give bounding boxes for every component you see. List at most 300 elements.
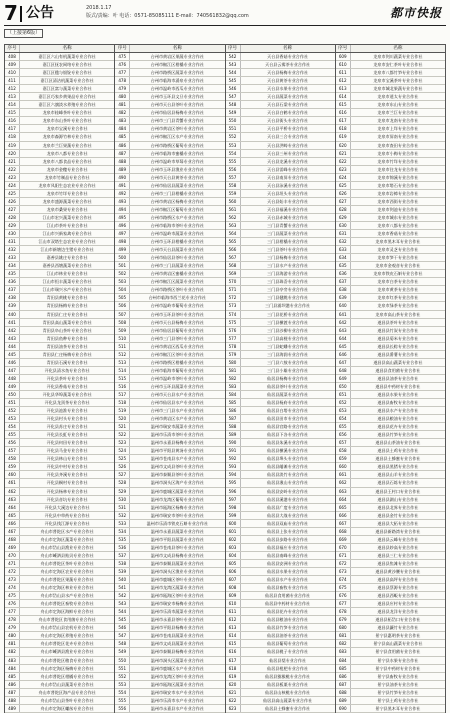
row-number: 527 xyxy=(115,471,130,478)
table-row xyxy=(5,697,114,705)
row-number: 553 xyxy=(226,142,241,149)
row-number: 544 xyxy=(226,69,241,76)
row-number: 670 xyxy=(336,544,351,551)
header-name: 名称 xyxy=(62,46,72,51)
table-row xyxy=(336,367,445,375)
table-row xyxy=(336,439,445,447)
cooperative-name: 台州市玉环县柑橘专业合作社 xyxy=(150,239,204,245)
row-number: 429 xyxy=(5,222,20,229)
cooperative-name: 台州市玉环县文旦专业合作社 xyxy=(150,94,204,100)
row-number: 550 xyxy=(115,657,130,664)
row-number: 650 xyxy=(336,383,351,390)
row-number: 641 xyxy=(336,311,351,318)
row-number: 598 xyxy=(226,504,241,511)
cooperative-name: 台州市椒江区茶叶专业合作社 xyxy=(150,351,204,357)
row-number: 689 xyxy=(336,697,351,704)
cooperative-name: 龙泉市兰巨果蔬专业合作社 xyxy=(42,142,92,148)
table-row xyxy=(336,311,445,319)
cooperative-name: 开化县齐溪专业合作社 xyxy=(46,472,88,478)
table-row xyxy=(5,238,114,246)
cooperative-name: 舟山市普陀区食用菌专业合作社 xyxy=(38,617,96,623)
cooperative-name: 遂昌县石练专业合作社 xyxy=(377,480,419,486)
cooperative-name: 龙泉市龙南专业合作社 xyxy=(377,118,419,124)
row-number: 478 xyxy=(115,77,130,84)
cooperative-name: 台州市仙居县茶叶专业合作社 xyxy=(150,255,204,261)
table-row xyxy=(5,375,114,383)
row-number: 687 xyxy=(336,681,351,688)
table-row xyxy=(226,286,335,294)
table-row xyxy=(115,206,224,214)
table-row xyxy=(336,327,445,335)
row-number: 448 xyxy=(5,375,20,382)
table-row xyxy=(336,158,445,166)
row-number: 617 xyxy=(336,117,351,124)
row-number: 488 xyxy=(5,697,20,704)
table-row xyxy=(336,471,445,479)
cooperative-name: 景宁县土鸡专业合作社 xyxy=(377,697,419,703)
cooperative-name: 龙泉市黑木耳专业合作社 xyxy=(375,239,421,245)
cooperative-name: 温州市龙湾区葡萄专业合作社 xyxy=(150,496,204,502)
table-row xyxy=(226,648,335,656)
row-number: 548 xyxy=(226,101,241,108)
row-number: 531 xyxy=(115,504,130,511)
table-row xyxy=(336,109,445,117)
cooperative-name: 温州市文成县蔬菜专业合作社 xyxy=(150,641,204,647)
row-number: 547 xyxy=(115,632,130,639)
cooperative-name: 天台县南屏专业合作社 xyxy=(267,174,309,180)
row-number: 549 xyxy=(226,109,241,116)
table-row xyxy=(5,648,114,656)
row-number: 507 xyxy=(115,311,130,318)
table-row xyxy=(336,624,445,632)
table-row xyxy=(115,423,224,431)
cooperative-name: 遂昌县畜牧专业合作社 xyxy=(377,400,419,406)
row-number: 455 xyxy=(5,431,20,438)
row-number: 652 xyxy=(336,399,351,406)
table-row xyxy=(115,479,224,487)
row-number: 414 xyxy=(5,101,20,108)
table-row xyxy=(5,447,114,455)
table-row xyxy=(115,117,224,125)
table-row xyxy=(226,479,335,487)
header-divider xyxy=(20,6,22,22)
row-number: 487 xyxy=(5,689,20,696)
table-row xyxy=(226,206,335,214)
table-row xyxy=(336,584,445,592)
cooperative-name: 仙居县田市专业合作社 xyxy=(267,416,309,422)
cooperative-name: 仙居县步路专业合作社 xyxy=(267,536,309,542)
cooperative-name: 温州市乐清市水产专业合作社 xyxy=(150,697,204,703)
row-number: 675 xyxy=(336,584,351,591)
cooperative-name: 开化县香菇专业合作社 xyxy=(46,383,88,389)
cooperative-name: 嘉江区清洁机蔬菜专业合作社 xyxy=(40,78,94,84)
cooperative-name: 龙泉市盛源蔬菜专业合作社 xyxy=(42,198,92,204)
cooperative-name: 龙泉市道太专业合作社 xyxy=(377,94,419,100)
cooperative-name: 遂昌县云峰专业合作社 xyxy=(377,536,419,542)
table-row xyxy=(5,335,114,343)
row-number: 508 xyxy=(115,319,130,326)
row-number: 463 xyxy=(5,496,20,503)
table-header-row xyxy=(5,44,114,53)
cooperative-name: 遂昌县焦滩专业合作社 xyxy=(377,560,419,566)
cooperative-name: 天台县石梁专业合作社 xyxy=(267,102,309,108)
table-row xyxy=(115,61,224,69)
cooperative-name: 天台县白鹤专业合作社 xyxy=(267,110,309,116)
cooperative-name: 江山市兴新家禽专业合作社 xyxy=(42,231,92,237)
row-number: 509 xyxy=(115,327,130,334)
cooperative-name: 台州市天台县杨梅专业合作社 xyxy=(150,319,204,325)
cooperative-name: 嘉江区抚农网络专业合作社 xyxy=(42,62,92,68)
cooperative-name: 嘉江区六山有机蔬菜专业合作社 xyxy=(38,54,96,59)
table-row xyxy=(5,327,114,335)
table-row xyxy=(115,77,224,85)
table-row xyxy=(336,576,445,584)
row-number: 560 xyxy=(226,198,241,205)
row-number: 445 xyxy=(5,351,20,358)
table-column xyxy=(114,44,224,713)
row-number: 551 xyxy=(115,665,130,672)
table-row xyxy=(115,238,224,246)
table-row xyxy=(336,665,445,673)
cooperative-name: 江山市茶叶专业合作社 xyxy=(46,222,88,228)
row-number: 686 xyxy=(336,673,351,680)
row-number: 484 xyxy=(115,125,130,132)
row-number: 481 xyxy=(5,640,20,647)
cooperative-name: 开化县中村专业合作社 xyxy=(46,464,88,470)
table-row xyxy=(5,311,114,319)
cooperative-name: 龙泉市上垟专业合作社 xyxy=(377,126,419,132)
table-row xyxy=(226,311,335,319)
table-row xyxy=(226,319,335,327)
cooperative-name: 天台县赤城专业合作社 xyxy=(267,214,309,220)
cooperative-name: 温州市乐清市蔬菜专业合作社 xyxy=(150,609,204,615)
table-row xyxy=(226,512,335,520)
row-number: 629 xyxy=(336,214,351,221)
row-number: 657 xyxy=(336,439,351,446)
table-row xyxy=(115,415,224,423)
cooperative-name: 江山市瑞兴水产专业合作社 xyxy=(42,287,92,293)
table-row xyxy=(115,246,224,254)
cooperative-name: 温州市泰顺县蔬菜专业合作社 xyxy=(150,560,204,566)
row-number: 654 xyxy=(336,415,351,422)
row-number: 613 xyxy=(226,624,241,631)
table-row xyxy=(5,117,114,125)
row-number: 609 xyxy=(336,53,351,60)
cooperative-name: 龙泉市锦溪专业合作社 xyxy=(377,174,419,180)
table-row xyxy=(226,592,335,600)
cooperative-name: 温州市鹿城区茶叶专业合作社 xyxy=(150,577,204,583)
row-number: 469 xyxy=(5,544,20,551)
cooperative-name: 台州市椒江区葡萄专业合作社 xyxy=(150,206,204,212)
table-row xyxy=(336,608,445,616)
row-number: 583 xyxy=(226,383,241,390)
cooperative-name: 三门县花桥专业合作社 xyxy=(267,311,309,317)
cooperative-name: 台州市临海市葡萄专业合作社 xyxy=(150,367,204,373)
table-row xyxy=(336,278,445,286)
table-row xyxy=(115,367,224,375)
row-number: 595 xyxy=(226,479,241,486)
table-column xyxy=(335,44,446,713)
table-row xyxy=(115,447,224,455)
row-number: 679 xyxy=(336,616,351,623)
table-row xyxy=(115,343,224,351)
row-number: 489 xyxy=(5,705,20,712)
row-number: 518 xyxy=(115,399,130,406)
row-number: 618 xyxy=(226,665,241,672)
table-row xyxy=(336,335,445,343)
row-number: 627 xyxy=(336,198,351,205)
cooperative-name: 遂昌县番薯专业合作社 xyxy=(377,351,419,357)
row-number: 453 xyxy=(5,415,20,422)
row-number: 438 xyxy=(5,294,20,301)
table-row xyxy=(5,479,114,487)
table-row xyxy=(336,375,445,383)
table-row xyxy=(5,407,114,415)
table-row xyxy=(226,351,335,359)
cooperative-name: 舟山市定海区养殖专业合作社 xyxy=(40,633,94,639)
table-row xyxy=(226,576,335,584)
table-row xyxy=(336,705,445,713)
table-row xyxy=(336,632,445,640)
cooperative-name: 龙泉市森源竹林专业合作社 xyxy=(42,134,92,140)
cooperative-name: 温州市平阳县黄汤专业合作社 xyxy=(150,448,204,454)
header-name: 名称 xyxy=(283,46,293,51)
table-row xyxy=(5,383,114,391)
row-number: 479 xyxy=(115,85,130,92)
row-number: 420 xyxy=(5,150,20,157)
table-row xyxy=(226,214,335,222)
table-row xyxy=(115,286,224,294)
cooperative-name: 遂昌县北界专业合作社 xyxy=(377,504,419,510)
row-number: 631 xyxy=(336,230,351,237)
cooperative-name: 遂昌县长粽专业合作社 xyxy=(377,343,419,349)
row-number: 498 xyxy=(115,238,130,245)
table-row xyxy=(226,327,335,335)
table-row xyxy=(115,697,224,705)
cooperative-name: 嘉善县西塘蔬菜专业合作社 xyxy=(42,263,92,269)
cooperative-name: 三门县海润专业合作社 xyxy=(267,351,309,357)
table-row xyxy=(226,681,335,689)
row-number: 666 xyxy=(336,512,351,519)
cooperative-name: 温州市龙湾区蔬菜专业合作社 xyxy=(150,585,204,591)
cooperative-name: 龙泉市查田专业合作社 xyxy=(377,142,419,148)
table-row xyxy=(115,351,224,359)
table-row xyxy=(115,109,224,117)
table-row xyxy=(336,133,445,141)
cooperative-name: 嘉善县姚庄专业合作社 xyxy=(46,255,88,261)
table-row xyxy=(226,166,335,174)
table-row xyxy=(226,423,335,431)
table-row xyxy=(115,463,224,471)
cooperative-name: 遂昌县黑猪专业合作社 xyxy=(377,464,419,470)
row-number: 439 xyxy=(5,302,20,309)
row-number: 474 xyxy=(5,584,20,591)
table-row xyxy=(5,544,114,552)
row-number: 626 xyxy=(336,190,351,197)
table-row xyxy=(336,351,445,359)
row-number: 569 xyxy=(226,270,241,277)
cooperative-name: 青田县黄桃专业合作社 xyxy=(46,295,88,301)
table-row xyxy=(336,528,445,536)
cooperative-name: 遂昌县花卉专业合作社 xyxy=(377,424,419,430)
row-number: 625 xyxy=(336,182,351,189)
cooperative-name: 温州市瓯海区茶叶专业合作社 xyxy=(150,593,204,599)
table-row xyxy=(226,496,335,504)
table-row xyxy=(336,214,445,222)
cooperative-name: 仙居县福应专业合作社 xyxy=(267,544,309,550)
table-row xyxy=(115,624,224,632)
cooperative-name: 三门县浦坝港专业合作社 xyxy=(265,303,311,309)
cooperative-name: 龙泉市屏南专业合作社 xyxy=(377,134,419,140)
table-row xyxy=(336,61,445,69)
row-number: 535 xyxy=(115,536,130,543)
cooperative-name: 天台县云雾茶专业合作社 xyxy=(265,62,311,68)
row-number: 485 xyxy=(5,673,20,680)
table-row xyxy=(5,488,114,496)
cooperative-name: 三门县水产专业合作社 xyxy=(267,263,309,269)
table-row xyxy=(336,198,445,206)
cooperative-name: 龙泉市宝溪茶叶专业合作社 xyxy=(373,78,423,84)
table-row xyxy=(5,576,114,584)
table-row xyxy=(5,174,114,182)
row-number: 442 xyxy=(5,327,20,334)
row-number: 556 xyxy=(115,705,130,712)
row-number: 578 xyxy=(226,343,241,350)
table-row xyxy=(226,77,335,85)
cooperative-name: 仙居县畜牧专业合作社 xyxy=(267,585,309,591)
table-row xyxy=(5,206,114,214)
cooperative-name: 三门县亭旁专业合作社 xyxy=(267,287,309,293)
table-row xyxy=(336,69,445,77)
row-number: 576 xyxy=(226,327,241,334)
table-row xyxy=(115,359,224,367)
table-row xyxy=(226,69,335,77)
row-number: 640 xyxy=(336,302,351,309)
cooperative-name: 青田县油茶专业合作社 xyxy=(46,343,88,349)
table-row xyxy=(336,222,445,230)
table-row xyxy=(5,222,114,230)
table-row xyxy=(226,158,335,166)
row-number: 620 xyxy=(226,681,241,688)
table-row xyxy=(115,512,224,520)
table-row xyxy=(226,689,335,697)
cooperative-name: 天台县平桥专业合作社 xyxy=(267,126,309,132)
row-number: 548 xyxy=(115,640,130,647)
cooperative-name: 仙居县安岭专业合作社 xyxy=(267,488,309,494)
table-row xyxy=(5,496,114,504)
table-row xyxy=(336,391,445,399)
table-row xyxy=(336,447,445,455)
cooperative-name: 台州市黄岩区水产专业合作社 xyxy=(150,416,204,422)
cooperative-name: 台州市路桥区蔬菜专业合作社 xyxy=(150,70,204,76)
row-number: 567 xyxy=(226,254,241,261)
issue-date: 2018.1.17 xyxy=(86,5,112,11)
table-row xyxy=(226,238,335,246)
table-row xyxy=(336,648,445,656)
table-row xyxy=(336,689,445,697)
table-row xyxy=(115,158,224,166)
row-number: 421 xyxy=(5,158,20,165)
cooperative-name: 温州市瓯海区蔬菜专业合作社 xyxy=(150,681,204,687)
cooperative-name: 仙居县食用菌专业合作社 xyxy=(265,593,311,599)
table-row xyxy=(5,262,114,270)
cooperative-name: 台州市椒江区柑橘专业合作社 xyxy=(150,62,204,68)
table-row xyxy=(5,230,114,238)
table-row xyxy=(336,142,445,150)
table-row xyxy=(115,471,224,479)
table-row xyxy=(5,351,114,359)
cooperative-name: 景宁县中药材专业合作社 xyxy=(375,665,421,671)
row-number: 622 xyxy=(226,697,241,704)
row-number: 616 xyxy=(226,648,241,655)
cooperative-name: 舟山市岱山县蔬菜专业合作社 xyxy=(40,681,94,687)
row-number: 503 xyxy=(115,278,130,285)
cooperative-name: 龙泉市西街专业合作社 xyxy=(377,198,419,204)
cooperative-name: 舟山市定海区农业专业合作社 xyxy=(40,569,94,574)
row-number: 682 xyxy=(336,640,351,647)
row-number: 600 xyxy=(226,520,241,527)
table-row xyxy=(115,230,224,238)
cooperative-name: 开化县杨林专业合作社 xyxy=(46,488,88,494)
cooperative-name: 舟山市普陀区花卉专业合作社 xyxy=(40,641,94,647)
cooperative-name: 天台县洪畴专业合作社 xyxy=(267,142,309,148)
row-number: 572 xyxy=(226,294,241,301)
cooperative-name: 台州市天台县水产专业合作社 xyxy=(150,391,204,397)
row-number: 556 xyxy=(226,166,241,173)
table-row xyxy=(336,343,445,351)
cooperative-name: 温州市泰顺县杨梅专业合作社 xyxy=(150,649,204,655)
table-row xyxy=(5,681,114,689)
cooperative-name: 仙居县梨专业合作社 xyxy=(269,657,307,663)
cooperative-name: 台州市天台县蔬菜专业合作社 xyxy=(150,247,204,253)
cooperative-name: 温州市平阳县蔬菜专业合作社 xyxy=(150,536,204,542)
cooperative-name: 天台县坦头专业合作社 xyxy=(267,190,309,196)
cooperative-name: 仙居县板栗专业合作社 xyxy=(267,681,309,687)
table-row xyxy=(115,53,224,61)
table-row xyxy=(5,399,114,407)
table-row xyxy=(5,415,114,423)
row-number: 526 xyxy=(115,463,130,470)
row-number: 468 xyxy=(5,536,20,543)
cooperative-name: 遂昌县应村专业合作社 xyxy=(377,601,419,607)
cooperative-name: 仙居县杨梅专业合作社 xyxy=(267,375,309,381)
cooperative-name: 台州市玉环县蔬菜专业合作社 xyxy=(150,383,204,389)
table-row xyxy=(5,592,114,600)
cooperative-name: 温州市永嘉县水产专业合作社 xyxy=(150,705,204,711)
table-row xyxy=(5,278,114,286)
table-row xyxy=(115,552,224,560)
cooperative-name: 仙居县水果专业合作社 xyxy=(267,569,309,574)
table-row xyxy=(336,254,445,262)
row-number: 500 xyxy=(115,254,130,261)
table-row xyxy=(226,568,335,576)
cooperative-name: 遂昌县高山蔬菜专业合作社 xyxy=(373,359,423,365)
table-row xyxy=(226,520,335,528)
cooperative-name: 台州市临海市涌泉专业合作社 xyxy=(150,78,204,84)
row-number: 461 xyxy=(5,479,20,486)
cooperative-name: 台州市三门县茶叶专业合作社 xyxy=(150,335,204,341)
table-row xyxy=(226,150,335,158)
cooperative-name: 仙居县茶叶专业合作社 xyxy=(267,383,309,389)
cooperative-name: 开化县马金专业合作社 xyxy=(46,448,88,454)
cooperative-name: 台州市温岭市草莓专业合作社 xyxy=(150,158,204,164)
table-row xyxy=(115,69,224,77)
table-row xyxy=(5,109,114,117)
cooperative-name: 龙泉市兰巨专业合作社 xyxy=(377,110,419,116)
row-number: 646 xyxy=(336,351,351,358)
row-number: 574 xyxy=(226,311,241,318)
table-header-row xyxy=(115,44,224,53)
